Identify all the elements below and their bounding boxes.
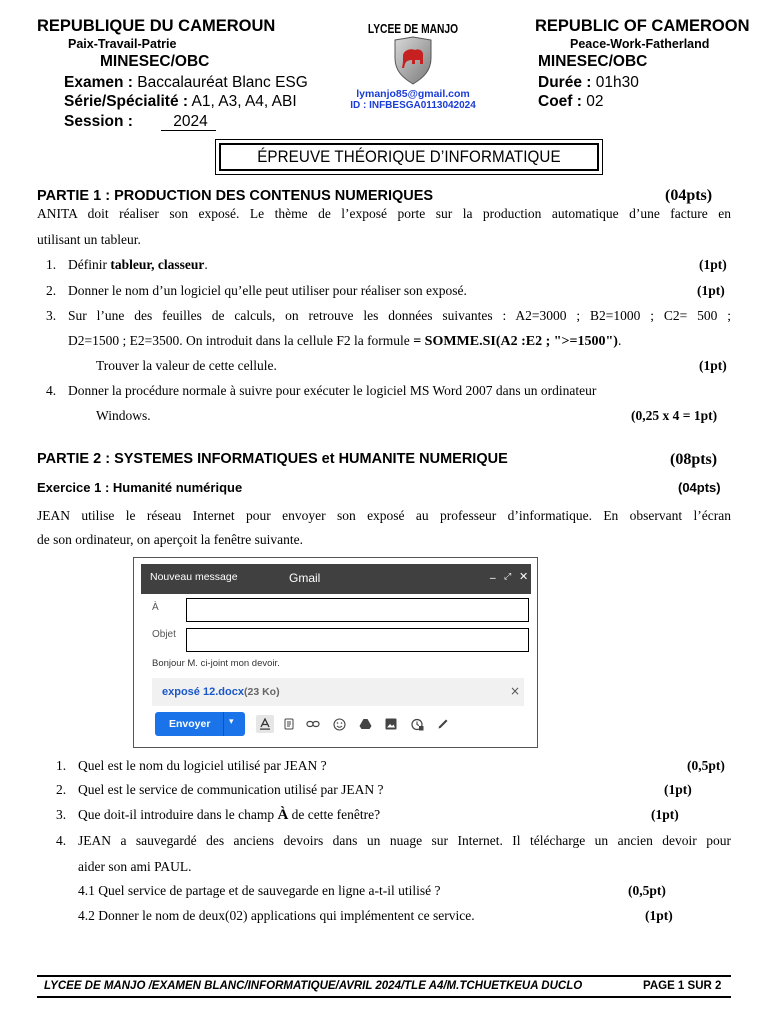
exam-value: Baccalauréat Blanc ESG: [137, 74, 308, 91]
p2-q42-text: 4.2 Donner le nom de deux(02) applications qui implémentent ce service.: [78, 908, 475, 923]
coef-label: Coef :: [538, 93, 582, 110]
shield-elephant-icon: [393, 36, 433, 86]
message-body[interactable]: Bonjour M. ci-joint mon devoir.: [152, 658, 280, 669]
footer-rule-top: [37, 975, 731, 977]
left-ministry: MINESEC/OBC: [100, 53, 210, 70]
p1-q1-bold: tableur, classeur: [110, 257, 205, 272]
p1-q3-line1: Sur l’une des feuilles de calculs, on retrouve les données suivantes : A2=3000 ; B2=1000 ; C2= 500 ;: [68, 308, 731, 323]
p1-q4-line1: Donner la procédure normale à suivre pour exécuter le logiciel MS Word 2007 dans un ordinateur: [68, 383, 597, 398]
drive-icon[interactable]: [358, 717, 372, 731]
subject-label: Objet: [152, 629, 176, 640]
session-row: [64, 113, 216, 131]
p2-q2-pts: (1pt): [664, 782, 692, 797]
p2-q4-num: 4.: [56, 833, 67, 848]
left-motto: Paix-Travail-Patrie: [68, 37, 177, 51]
footer-text: LYCEE DE MANJO /EXAMEN BLANC/INFORMATIQUE/AVRIL 2024/TLE A4/M.TCHUETKEUA DUCLO: [44, 980, 583, 992]
p1-q2-pts: (1pt): [697, 283, 725, 298]
photo-icon[interactable]: [384, 717, 398, 731]
subject-field[interactable]: [186, 628, 529, 652]
p1-q4-line2: Windows.: [96, 408, 151, 423]
school-block: [340, 22, 486, 114]
part2-heading: PARTIE 2 : SYSTEMES INFORMATIQUES et HUMANITE NUMERIQUE: [37, 451, 508, 467]
send-options-icon[interactable]: ▾: [229, 717, 234, 727]
link-icon[interactable]: [306, 717, 320, 731]
expand-icon[interactable]: ⤢: [504, 572, 512, 582]
p2-q41-text: 4.1 Quel service de partage et de sauvegarde en ligne a-t-il utilisé ?: [78, 883, 441, 898]
part1-heading: PARTIE 1 : PRODUCTION DES CONTENUS NUMERIQUES: [37, 188, 434, 204]
p2-q1-pts: (0,5pt): [687, 758, 725, 773]
attachment-chip[interactable]: [152, 678, 524, 706]
p1-q3-num: 3.: [46, 308, 57, 323]
part1-intro-line1: ANITA doit réaliser son exposé. Le thème de l’exposé porte sur la production automatique d’une facture en: [37, 206, 731, 221]
p1-q1-post: .: [204, 257, 208, 272]
right-motto: Peace-Work-Fatherland: [570, 37, 710, 51]
part2-points: (08pts): [670, 451, 718, 468]
p1-q1-text: [68, 257, 208, 273]
title-box: [215, 139, 603, 175]
signature-icon[interactable]: [436, 717, 450, 731]
p2-q2-text: Quel est le service de communication utilisé par JEAN ?: [78, 782, 384, 797]
text-format-icon[interactable]: [256, 715, 274, 733]
part2-intro-line2: de son ordinateur, on aperçoit la fenêtre suivante.: [37, 532, 303, 547]
page-title: ÉPREUVE THÉORIQUE D’INFORMATIQUE: [257, 147, 561, 166]
p1-q1-pre: Définir: [68, 257, 111, 272]
p1-q4-pts: (0,25 x 4 = 1pt): [631, 408, 718, 423]
p2-q1-num: 1.: [56, 758, 67, 773]
p2-q3-bold: À: [277, 807, 289, 823]
p1-q3-line2-post: .: [617, 333, 622, 348]
p2-q3-pts: (1pt): [651, 807, 679, 822]
exam-label: Examen :: [64, 74, 133, 91]
right-country: REPUBLIC OF CAMEROON: [535, 17, 750, 35]
compose-title: Nouveau message: [150, 571, 238, 583]
p2-q3-num: 3.: [56, 807, 67, 822]
part1-intro-line2: utilisant un tableur.: [37, 232, 141, 247]
p1-q2-num: 2.: [46, 283, 57, 298]
p2-q1-text: Quel est le nom du logiciel utilisé par JEAN ?: [78, 758, 327, 773]
part1-points: (04pts): [665, 187, 713, 204]
p2-q4-line2: aider son ami PAUL.: [78, 859, 192, 874]
page-number: PAGE 1 SUR 2: [643, 980, 722, 992]
p1-q2-text: Donner le nom d’un logiciel qu’elle peut utiliser pour réaliser son exposé.: [68, 283, 467, 298]
p1-q3-formula: = SOMME.SI(A2 :E2 ; ">=1500"): [413, 334, 618, 349]
gmail-compose-window: [133, 557, 538, 748]
right-ministry: MINESEC/OBC: [538, 53, 648, 70]
send-separator: [223, 712, 224, 736]
to-field[interactable]: [186, 598, 529, 622]
exam-row: [64, 74, 308, 92]
school-id: ID : INFBESGA0113042024: [350, 100, 476, 111]
confidential-icon[interactable]: [410, 717, 424, 731]
p1-q3-line3: Trouver la valeur de cette cellule.: [96, 358, 277, 373]
duration-label: Durée :: [538, 74, 592, 91]
p2-q41-pts: (0,5pt): [628, 883, 666, 898]
duration-row: [538, 74, 639, 92]
p1-q3-pts: (1pt): [699, 358, 727, 373]
emoji-icon[interactable]: [332, 717, 346, 731]
p1-q4-num: 4.: [46, 383, 57, 398]
serie-value: A1, A3, A4, ABI: [191, 93, 297, 110]
p2-q2-num: 2.: [56, 782, 67, 797]
ex1-points: (04pts): [678, 480, 721, 495]
coef-value: 02: [586, 93, 604, 110]
p2-q42-pts: (1pt): [645, 908, 673, 923]
school-logo: [393, 36, 433, 86]
compose-header: [141, 564, 531, 594]
p2-q3-text: [78, 807, 380, 824]
p1-q3-line2-pre: D2=1500 ; E2=3500. On introduit dans la cellule F2 la formule: [68, 333, 414, 348]
left-country: REPUBLIQUE DU CAMEROUN: [37, 17, 276, 35]
school-email: lymanjo85@gmail.com: [356, 88, 470, 100]
serie-label: Série/Spécialité :: [64, 93, 189, 110]
footer-rule-bottom: [37, 996, 731, 998]
send-label: Envoyer: [169, 718, 211, 730]
p1-q1-num: 1.: [46, 257, 57, 272]
gmail-app-name: Gmail: [289, 571, 321, 585]
p2-q4-line1: JEAN a sauvegardé des anciens devoirs dans un nuage sur Internet. Il télécharge un ancien devoir pour: [78, 833, 731, 848]
duration-value: 01h30: [595, 74, 639, 91]
to-label: À: [152, 602, 159, 613]
attach-icon[interactable]: [282, 717, 296, 731]
ex1-heading: Exercice 1 : Humanité numérique: [37, 480, 243, 495]
attachment-name[interactable]: exposé 12.docx: [162, 686, 244, 698]
coef-row: [538, 93, 603, 111]
part2-intro-line1: JEAN utilise le réseau Internet pour envoyer son exposé au professeur d’informatique. En observant l’écran: [37, 508, 731, 523]
attachment-size: (23 Ko): [244, 686, 280, 698]
session-value: 2024: [161, 114, 215, 131]
send-button[interactable]: [155, 712, 245, 736]
p2-q3-pre: Que doit-il introduire dans le champ: [78, 807, 278, 822]
minimize-icon[interactable]: _: [490, 566, 496, 579]
close-icon[interactable]: ✕: [519, 570, 529, 583]
p2-q3-post: de cette fenêtre?: [288, 807, 381, 822]
remove-attachment-icon[interactable]: ×: [510, 684, 521, 698]
school-name: LYCEE DE MANJO: [367, 22, 459, 36]
session-label: Session :: [64, 113, 133, 130]
p1-q1-pts: (1pt): [699, 257, 727, 272]
p1-q3-line2: [68, 333, 621, 350]
serie-row: [64, 93, 297, 111]
